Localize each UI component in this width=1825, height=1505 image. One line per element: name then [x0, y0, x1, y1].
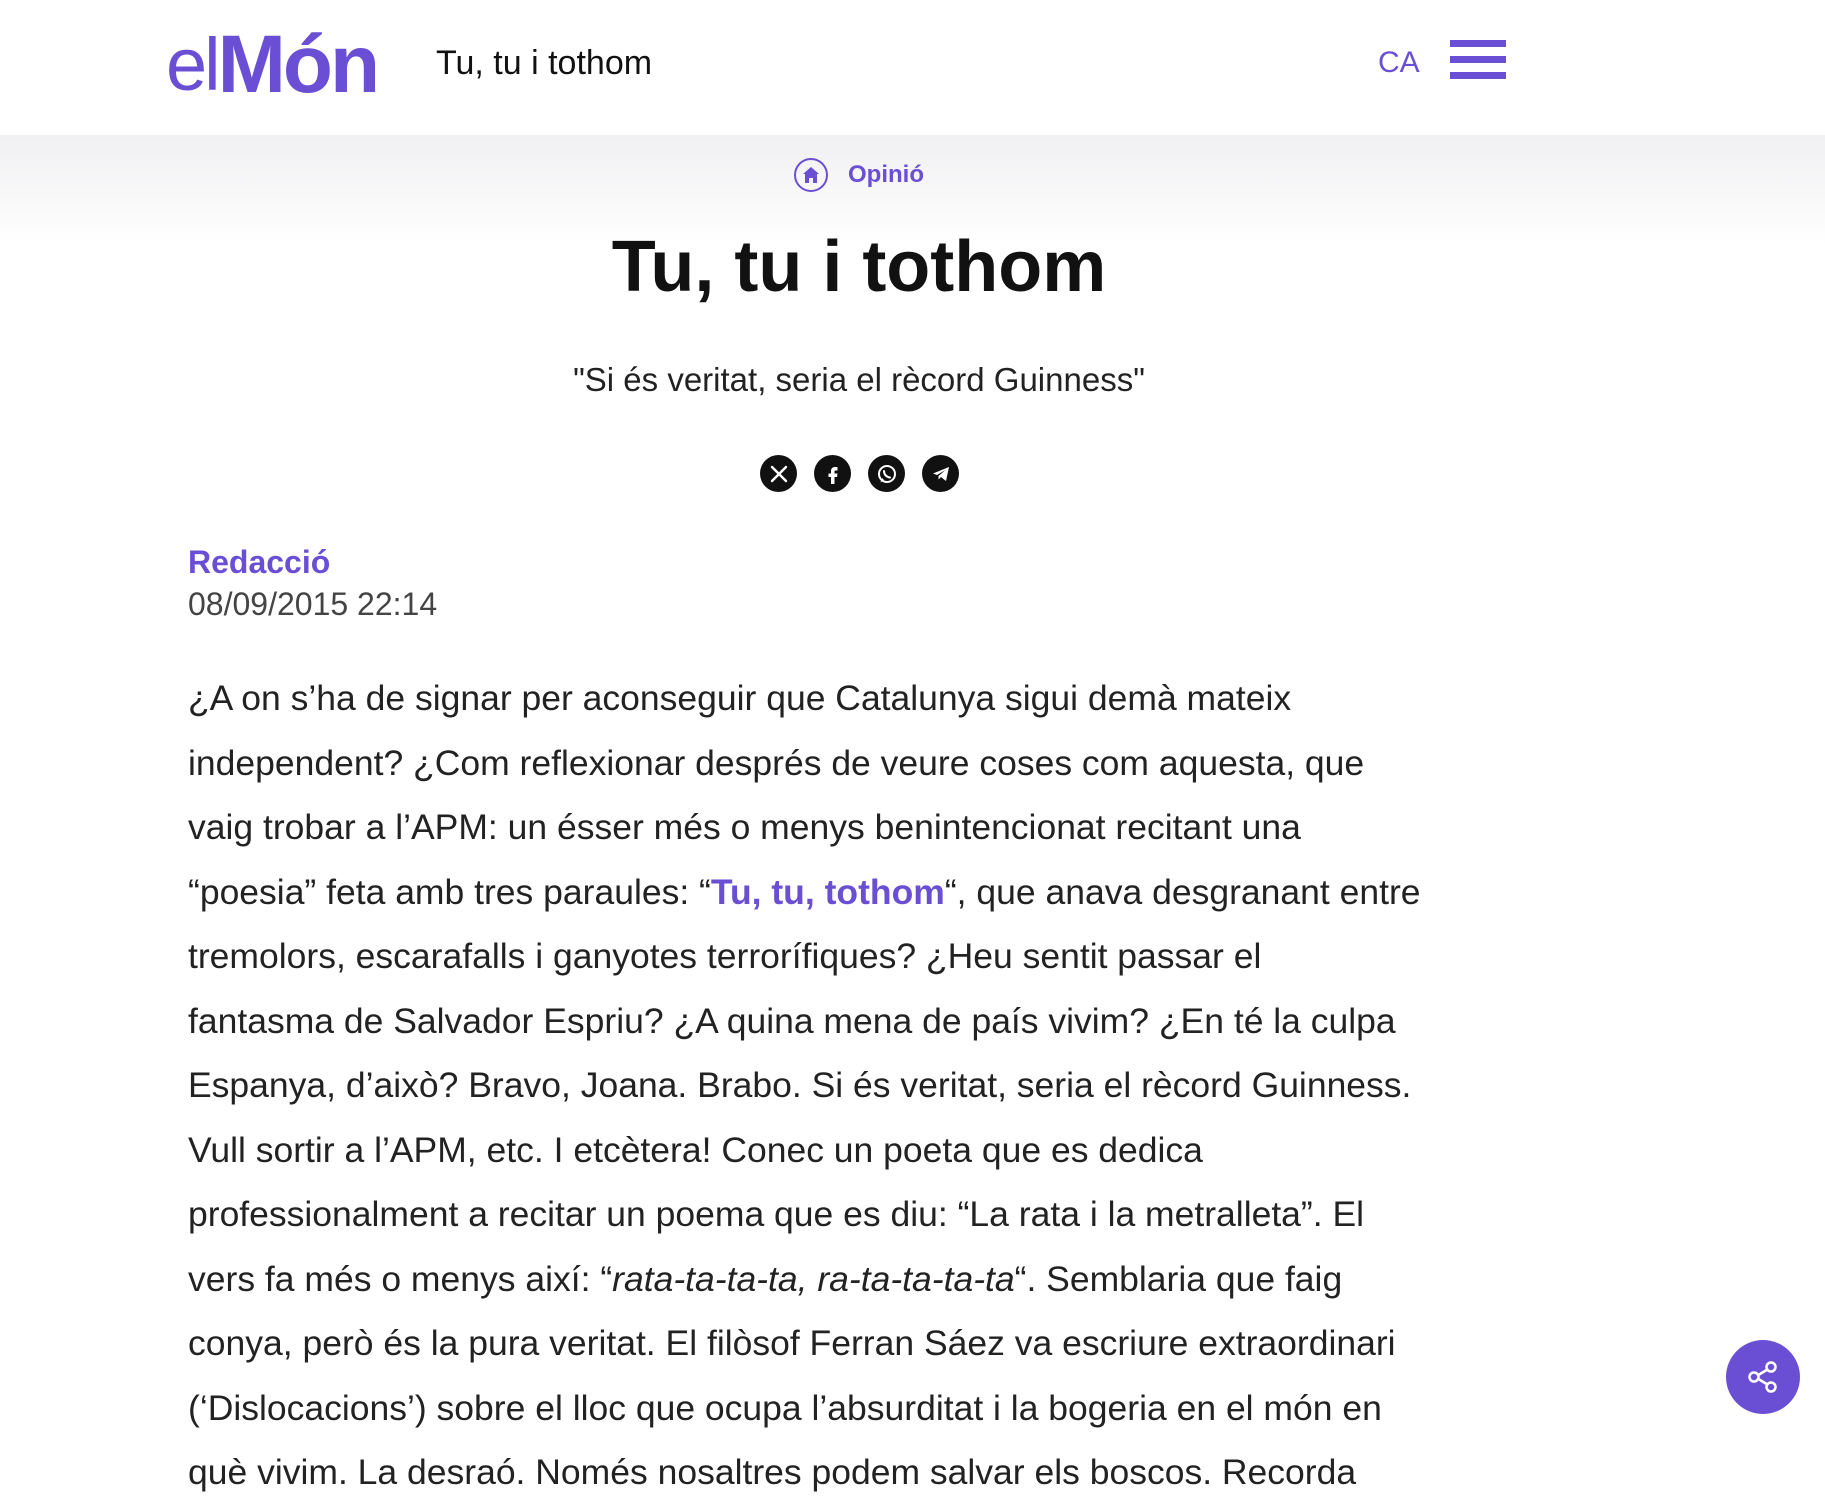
body-line: Vull sortir a l’APM, etc. I etcètera! Conec un poeta que es dedica — [188, 1129, 1203, 1170]
menu-bar — [1450, 40, 1506, 47]
tu-tu-tothom-link[interactable]: Tu, tu, tothom — [710, 871, 945, 912]
body-line: independent? ¿Com reflexionar després de veure coses com aquesta, que — [188, 742, 1365, 783]
body-line: fantasma de Salvador Espriu? ¿A quina mena de país vivim? ¿En té la culpa — [188, 1000, 1396, 1041]
hamburger-menu-icon[interactable] — [1450, 40, 1506, 86]
article-title: Tu, tu i tothom — [611, 227, 1107, 307]
body-line: tremolors, escarafalls i ganyotes terrorífiques? ¿Heu sentit passar el — [188, 936, 1262, 976]
floating-share-button[interactable] — [1726, 1340, 1800, 1414]
body-line — [188, 860, 1528, 925]
body-text: “, que anava desgranant entre — [944, 871, 1421, 912]
body-line: professionalment a recitar un poema que es diu: “La rata i la metralleta”. El — [188, 1194, 1365, 1234]
article-body — [188, 666, 1528, 1505]
poem-quote: rata-ta-ta-ta, ra-ta-ta-ta-ta — [612, 1258, 1015, 1299]
logo-prefix: el — [166, 23, 218, 106]
header-title: Tu, tu i tothom — [436, 44, 653, 82]
facebook-icon[interactable] — [814, 455, 851, 492]
logo-main: Món — [217, 19, 378, 110]
author-name[interactable]: Redacció — [188, 544, 331, 580]
section-breadcrumb — [0, 158, 1718, 192]
menu-bar — [1450, 56, 1506, 63]
menu-bar — [1450, 72, 1506, 79]
site-header — [0, 0, 1825, 135]
body-line: (‘Dislocacions’) sobre el lloc que ocupa l’absurditat i la bogeria en el món en — [188, 1387, 1382, 1428]
x-icon[interactable] — [760, 455, 797, 492]
telegram-icon[interactable] — [922, 455, 959, 492]
body-line: vaig trobar a l’APM: un ésser més o menys benintencionat recitant una — [188, 807, 1301, 847]
body-line: què vivim. La desraó. Només nosaltres podem salvar els boscos. Recorda — [188, 1452, 1357, 1492]
publish-date: 08/09/2015 22:14 — [188, 586, 438, 622]
body-line: Espanya, d’això? Bravo, Joana. Brabo. Si és veritat, seria el rècord Guinness. — [188, 1065, 1412, 1105]
body-text: vers fa més o menys així: “ — [188, 1258, 613, 1299]
section-label-opinio[interactable]: Opinió — [848, 161, 924, 188]
share-buttons — [760, 455, 959, 492]
elmon-logo[interactable] — [166, 20, 377, 110]
share-icon — [1743, 1357, 1783, 1397]
body-text: “poesia” feta amb tres paraules: “ — [188, 871, 711, 912]
body-line: ¿A on s’ha de signar per aconseguir que Catalunya sigui demà mateix — [188, 678, 1292, 718]
body-text: “. Semblaria que faig — [1014, 1258, 1343, 1299]
whatsapp-icon[interactable] — [868, 455, 905, 492]
body-line — [188, 1247, 1528, 1312]
article-subtitle: "Si és veritat, seria el rècord Guinness" — [573, 361, 1145, 398]
body-line: conya, però és la pura veritat. El filòsof Ferran Sáez va escriure extraordinari — [188, 1323, 1396, 1363]
home-icon[interactable] — [794, 158, 828, 192]
language-selector[interactable]: CA — [1378, 46, 1420, 79]
